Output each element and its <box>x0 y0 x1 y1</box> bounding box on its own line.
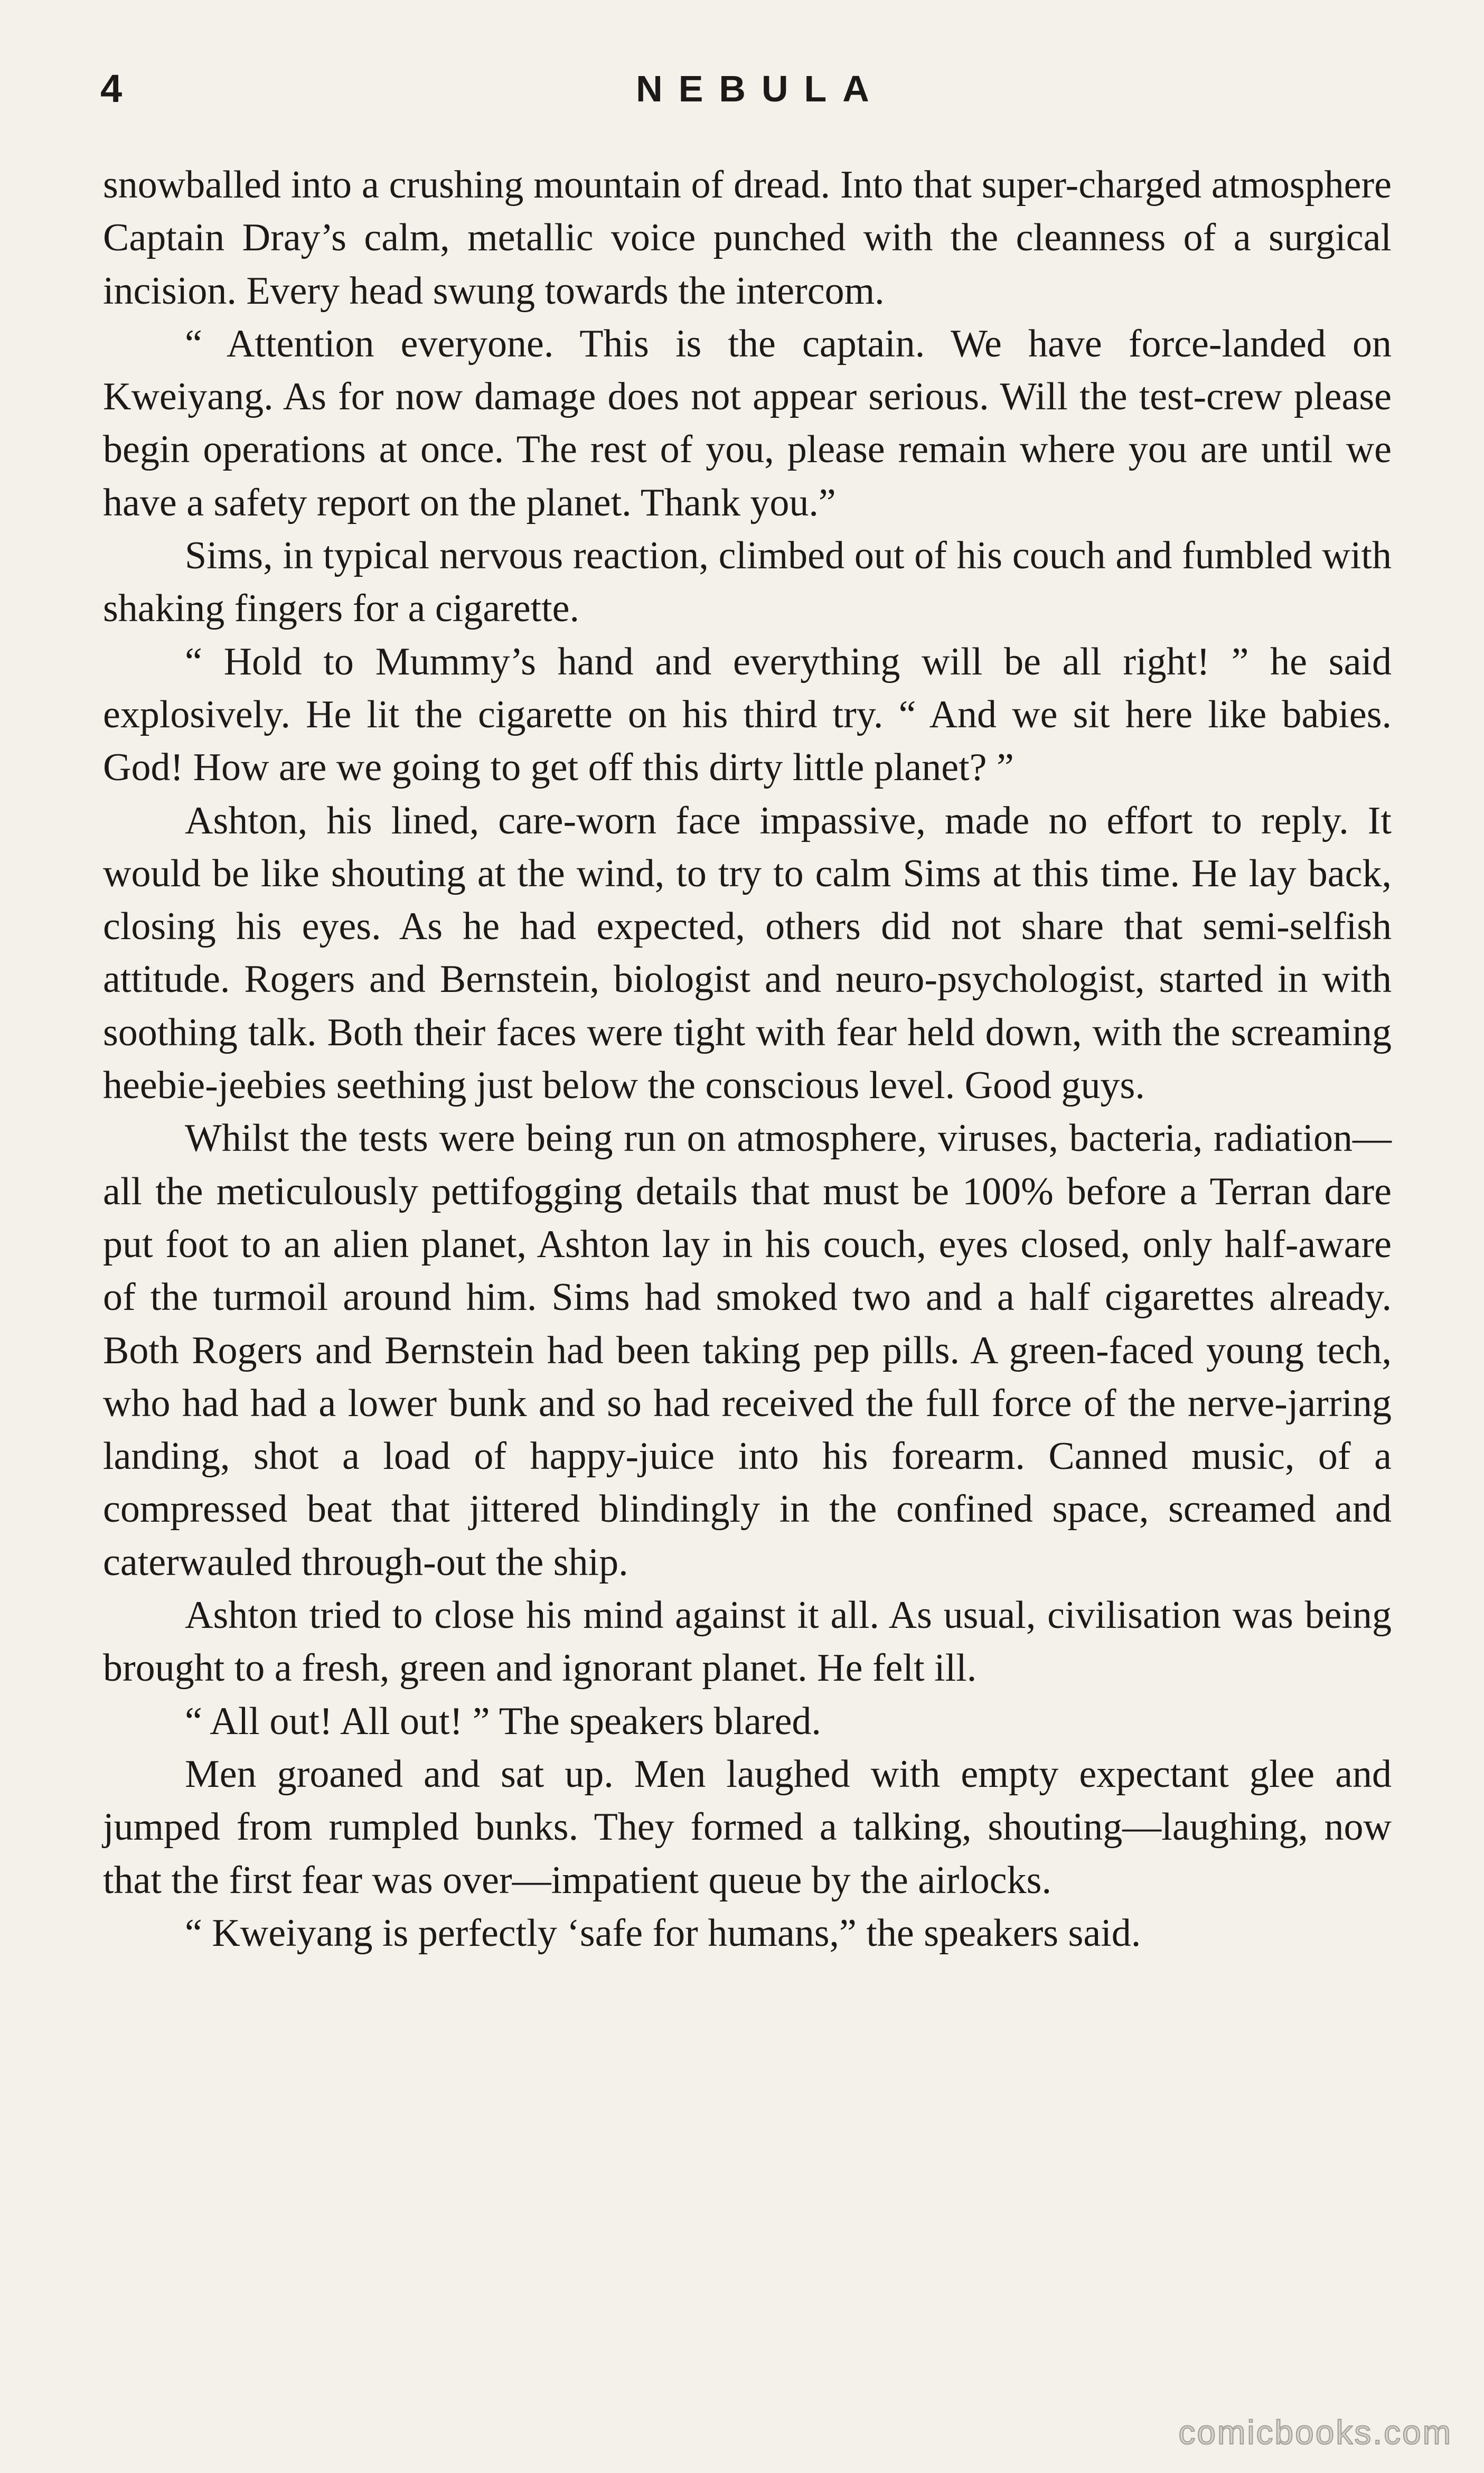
paragraph: Whilst the tests were being run on atmosphere, viruses, bacteria, radiation—all the meticulously pettifogging details that must be 100% before a Terran dare put foot to an alien planet, Ashton lay in his couch, eyes closed, only half-aware of the turmoil around him. Sims had smoked two and a half cigarettes already. Both Rogers and Bernstein had been taking pep pills. A green-faced young tech, who had had a lower bunk and so had received the full force of the nerve-jarring landing, shot a load of happy-juice into his forearm. Canned music, of a compressed beat that jittered blindingly in the confined space, screamed and caterwauled through-out the ship. <box>103 1117 1392 1584</box>
paragraph: Men groaned and sat up. Men laughed with empty expectant glee and jumped from rumpled bunks. They formed a talking, shouting—laughing, now that the first fear was over—impatient queue by the airlocks. <box>103 1752 1392 1902</box>
paragraph: “ Kweiyang is perfectly ‘safe for humans,” the speakers said. <box>185 1911 1141 1955</box>
body-text <box>103 158 1392 1960</box>
paragraph: Ashton tried to close his mind against it all. As usual, civilisation was being brought to a fresh, green and ignorant planet. He felt ill. <box>103 1594 1392 1690</box>
paragraph: “ Attention everyone. This is the captain. We have force-landed on Kweiyang. As for now damage does not appear serious. Will the test-crew please begin operations at once. The rest of you, please remain where you are until we have a safety report on the planet. Thank you.” <box>103 322 1392 524</box>
page-number: 4 <box>100 67 123 110</box>
paragraph: “ Hold to Mummy’s hand and everything will be all right! ” he said explosively. He lit the cigarette on his third try. “ And we sit here like babies. God! How are we going to get off this dirty little planet? ” <box>103 640 1392 790</box>
paragraph: Sims, in typical nervous reaction, climbed out of his couch and fumbled with shaking fingers for a cigarette. <box>103 534 1392 631</box>
paragraph: Ashton, his lined, care-worn face impassive, made no effort to reply. It would be like shouting at the wind, to try to calm Sims at this time. He lay back, closing his eyes. As he had expected, others did not share that semi-selfish attitude. Rogers and Bernstein, biologist and neuro-psychologist, started in with soothing talk. Both their faces were tight with fear held down, with the screaming heebie-jeebies seething just below the conscious level. Good guys. <box>103 799 1392 1108</box>
paragraph: “ All out! All out! ” The speakers blared. <box>185 1699 821 1743</box>
watermark: comicbooks.com <box>1178 2413 1452 2451</box>
page-header <box>100 62 1389 126</box>
running-title: NEBULA <box>636 68 885 109</box>
paragraph: snowballed into a crushing mountain of dread. Into that super-charged atmosphere Captain Dray’s calm, metallic voice punched with the cleanness of a surgical incision. Every head swung towards the intercom. <box>103 163 1392 313</box>
